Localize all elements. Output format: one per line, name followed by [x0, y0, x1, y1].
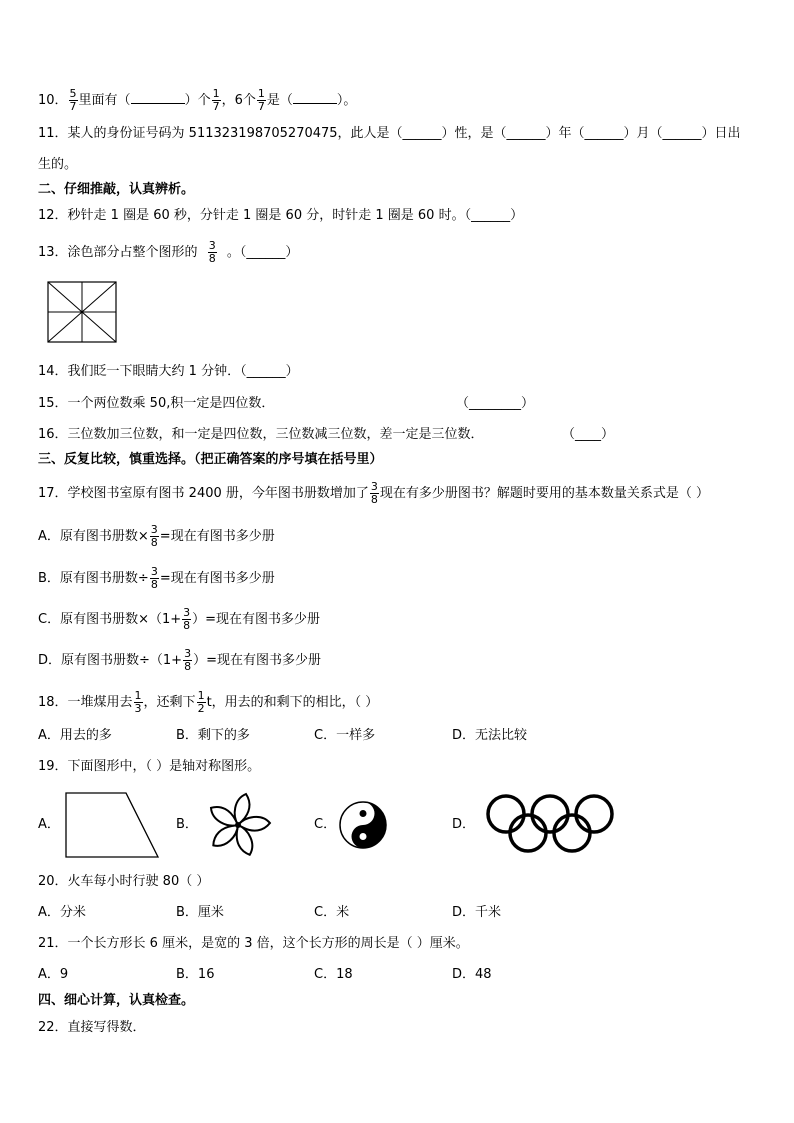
- question-15-answer: （________）: [456, 396, 535, 411]
- fraction: $\frac{1}{3}$: [134, 689, 142, 715]
- question-16-answer: （____）: [562, 427, 615, 442]
- option-20-a[interactable]: A．分米: [38, 905, 86, 920]
- question-18: 18．一堆煤用去 $\frac{1}{3}$ ，还剩下 $\frac{1}{2}$ t，用去的和剩下的相比，（ ）: [38, 689, 379, 715]
- option-21-d[interactable]: D．48: [452, 967, 492, 982]
- bauhinia-flower-icon: [204, 792, 272, 858]
- option-18-a[interactable]: A．用去的多: [38, 728, 112, 743]
- question-14: 14．我们眨一下眼睛大约 1 分钟．（______）: [38, 364, 299, 379]
- question-15: 15．一个两位数乘 50,积一定是四位数．: [38, 396, 275, 411]
- option-19-b[interactable]: B．: [176, 817, 198, 832]
- fraction: $\frac{3}{8}$: [150, 565, 158, 591]
- question-19: 19．下面图形中，（ ）是轴对称图形。: [38, 759, 261, 774]
- section-3-heading: 三、反复比较，慎重选择。（把正确答案的序号填在括号里）: [38, 452, 383, 467]
- option-20-c[interactable]: C．米: [314, 905, 350, 920]
- question-20: 20．火车每小时行驶 80（ ）: [38, 874, 210, 889]
- question-10: 10． $\frac{5}{7}$ 里面有（ ）个 $\frac{1}{7}$ ，6个 $\frac{1}{7}$ 是（ ）。: [38, 87, 357, 113]
- fraction: $\frac{1}{7}$: [257, 87, 265, 113]
- option-17-a[interactable]: A．原有图书册数× $\frac{3}{8}$ =现在有图书多少册: [38, 523, 275, 549]
- question-22: 22．直接写得数．: [38, 1020, 146, 1035]
- option-20-d[interactable]: D．千米: [452, 905, 502, 920]
- option-21-a[interactable]: A．9: [38, 967, 69, 982]
- option-20-b[interactable]: B．厘米: [176, 905, 224, 920]
- option-17-d[interactable]: D．原有图书册数÷（1+ $\frac{3}{8}$ ）=现在有图书多少册: [38, 647, 321, 673]
- option-21-b[interactable]: B．16: [176, 967, 215, 982]
- answer-blank[interactable]: [131, 91, 185, 104]
- fraction: $\frac{3}{8}$: [184, 647, 192, 673]
- option-19-a[interactable]: A．: [38, 817, 60, 832]
- section-2-heading: 二、仔细推敲，认真辨析。: [38, 182, 195, 197]
- fraction: $\frac{3}{8}$: [150, 523, 158, 549]
- answer-blank[interactable]: [293, 91, 337, 104]
- question-21: 21．一个长方形长 6 厘米，是宽的 3 倍，这个长方形的周长是（ ）厘米。: [38, 936, 469, 951]
- fraction: $\frac{1}{7}$: [212, 87, 220, 113]
- section-4-heading: 四、细心计算，认真检查。: [38, 993, 195, 1008]
- fraction: $\frac{3}{8}$: [183, 606, 191, 632]
- question-16: 16．三位数加三位数，和一定是四位数，三位数减三位数，差一定是三位数．: [38, 427, 484, 442]
- fraction: $\frac{3}{8}$: [370, 480, 378, 506]
- trapezoid-figure: [64, 791, 160, 859]
- option-18-c[interactable]: C．一样多: [314, 728, 376, 743]
- olympic-rings-icon: [484, 793, 616, 855]
- option-18-d[interactable]: D．无法比较: [452, 728, 528, 743]
- option-17-c[interactable]: C．原有图书册数×（1+ $\frac{3}{8}$ ）=现在有图书多少册: [38, 606, 321, 632]
- question-13: 13．涂色部分占整个图形的 $\frac{3}{8}$ 。（______）: [38, 239, 299, 265]
- option-19-c[interactable]: C．: [314, 817, 337, 832]
- option-19-d[interactable]: D．: [452, 817, 476, 832]
- question-17: 17．学校图书室原有图书 2400 册，今年图书册数增加了 $\frac{3}{8}$ 现在有多少册图书？解题时要用的基本数量关系式是（ ）: [38, 480, 710, 506]
- question-11-line2: 生的。: [38, 157, 78, 172]
- option-21-c[interactable]: C．18: [314, 967, 353, 982]
- yin-yang-icon: [338, 800, 388, 850]
- square-figure: [47, 281, 117, 343]
- fraction: $\frac{5}{7}$: [69, 87, 77, 113]
- option-17-b[interactable]: B．原有图书册数÷ $\frac{3}{8}$ =现在有图书多少册: [38, 565, 275, 591]
- fraction: $\frac{1}{2}$: [197, 689, 205, 715]
- question-12: 12．秒针走 1 圈是 60 秒，分针走 1 圈是 60 分，时针走 1 圈是 60 时。（______）: [38, 208, 524, 223]
- question-11-line1: 11．某人的身份证号码为 511323198705270475，此人是（______）性，是（______）年（______）月（______）日出: [38, 126, 741, 141]
- fraction: $\frac{3}{8}$: [208, 239, 216, 265]
- option-18-b[interactable]: B．剩下的多: [176, 728, 250, 743]
